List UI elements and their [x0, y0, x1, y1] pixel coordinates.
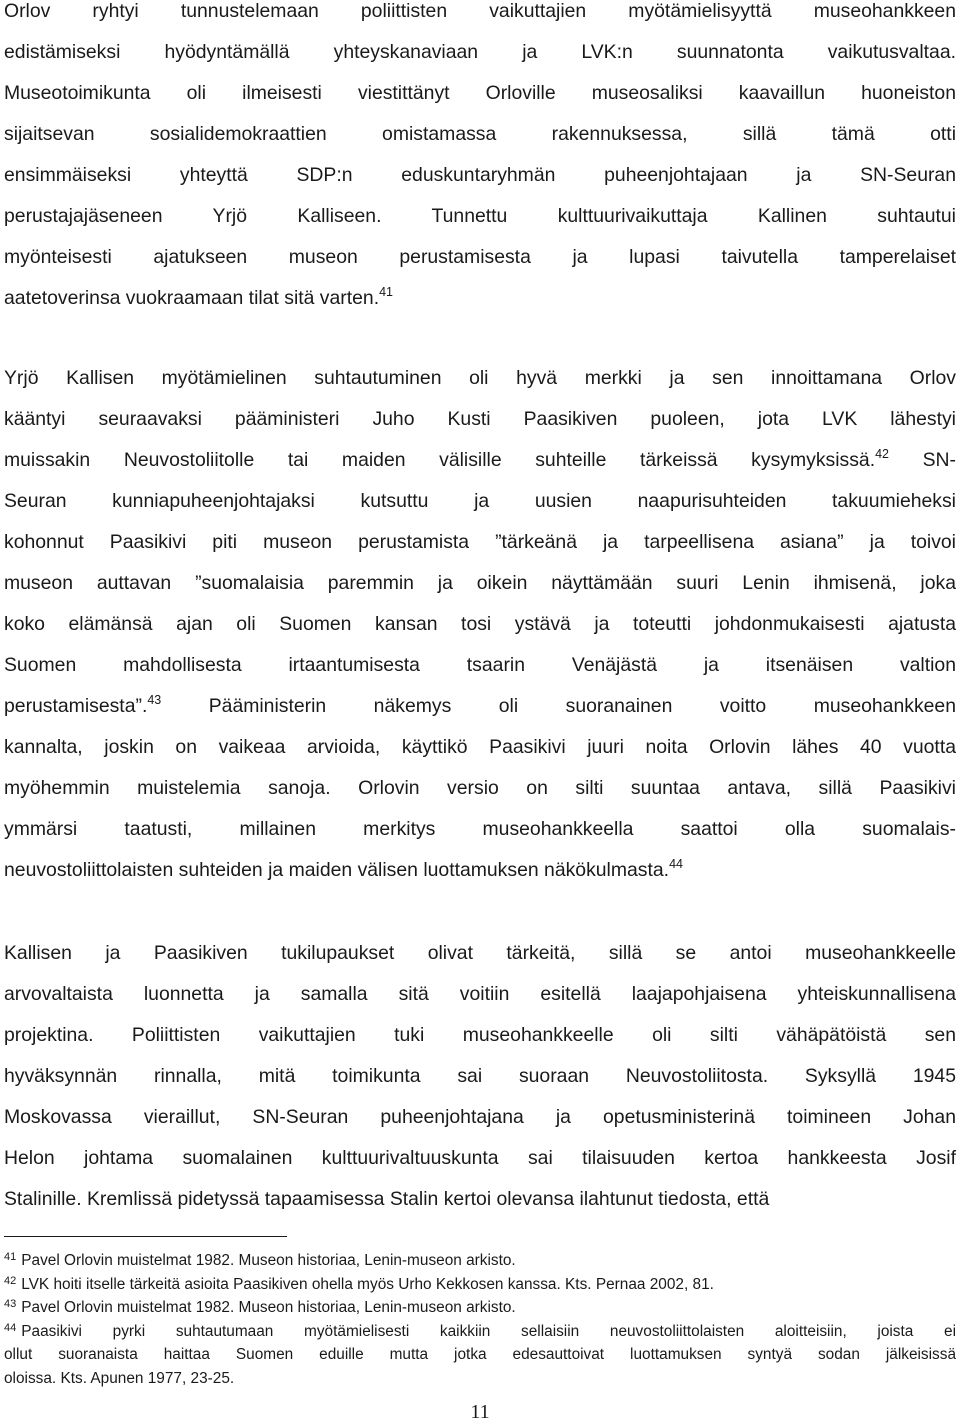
page-number: 11	[470, 1401, 490, 1423]
line-text: Moskovassa vieraillut, SN-Seuran puheenjohtajana ja opetusministerinä toimineen Johan	[4, 1106, 956, 1128]
text-line	[4, 727, 956, 768]
footnote-line	[4, 1249, 956, 1273]
footnote-reference: 42	[875, 447, 889, 461]
footnote-line	[4, 1296, 956, 1320]
footnote-number: 41	[4, 1251, 17, 1263]
line-text: myönteisesti ajatukseen museon perustamisesta ja lupasi taivutella tamperelaiset	[4, 246, 956, 268]
footnote-text: LVK hoiti itselle tärkeitä asioita Paasikiven ohella myös Urho Kekkosen kanssa. Kts. Pernaa 2002, 81.	[21, 1275, 714, 1293]
footnote-text: Pavel Orlovin muistelmat 1982. Museon historiaa, Lenin-museon arkisto.	[21, 1252, 516, 1269]
footnotes	[4, 1249, 956, 1390]
paragraph-2	[4, 358, 956, 891]
line-text-continued: SN-	[888, 449, 956, 471]
line-text: perustajajäseneen Yrjö Kalliseen. Tunnettu kulttuurivaikuttaja Kallinen suhtautui	[4, 205, 956, 227]
line-text: myöhemmin muistelemia sanoja. Orlovin versio on silti suuntaa antava, sillä Paasikivi	[4, 777, 956, 799]
line-text: neuvostoliittolaisten suhteiden ja maiden välisen luottamuksen näkökulmasta.	[4, 859, 670, 881]
footnote-line	[4, 1343, 956, 1367]
text-line	[4, 645, 956, 686]
text-line	[4, 1056, 956, 1097]
line-text: kannalta, joskin on vaikeaa arvioida, käyttikö Paasikivi juuri noita Orlovin lähes 40 vuotta	[4, 736, 956, 758]
line-text: aatetoverinsa vuokraamaan tilat sitä varten.	[4, 287, 380, 309]
footnote-number: 42	[4, 1274, 17, 1287]
paragraph-1	[4, 0, 956, 319]
line-text-continued: Pääministerin näkemys oli suoranainen voitto museohankkeen	[161, 695, 956, 717]
line-text: Yrjö Kallisen myötämielinen suhtautuminen oli hyvä merkki ja sen innoittamana Orlov	[4, 367, 956, 389]
footnote-reference: 43	[147, 693, 162, 707]
footnote-text: Paasikivi pyrki suhtautumaan myötämielisesti kaikkiin sellaisiin neuvostoliittolaisten aloitteisiin, joista ei	[21, 1322, 956, 1340]
text-line	[4, 0, 956, 32]
footnote-text: oloissa. Kts. Apunen 1977, 23-25.	[4, 1369, 235, 1387]
text-line	[4, 1138, 956, 1179]
footnote-reference: 44	[669, 857, 683, 871]
text-line	[4, 604, 956, 645]
line-text: Stalinille. Kremlissä pidetyssä tapaamisessa Stalin kertoi olevansa ilahtunut tiedosta, että	[4, 1188, 770, 1210]
footnote-reference: 41	[379, 285, 393, 299]
line-text: hyväksynnän rinnalla, mitä toimikunta sai suoraan Neuvostoliitosta. Syksyllä 1945	[4, 1065, 956, 1087]
text-line	[4, 278, 956, 319]
line-text: kääntyi seuraavaksi pääministeri Juho Kusti Paasikiven puoleen, jota LVK lähestyi	[4, 408, 956, 430]
text-line	[4, 768, 956, 809]
footnote-number: 43	[4, 1298, 17, 1310]
text-line	[4, 809, 956, 850]
line-text: muissakin Neuvostoliitolle tai maiden välisille suhteille tärkeissä kysymyksissä.	[4, 449, 876, 471]
text-line	[4, 1179, 956, 1220]
text-line	[4, 237, 956, 278]
text-line	[4, 974, 956, 1015]
text-line	[4, 850, 956, 891]
line-text: sijaitsevan sosialidemokraattien omistamassa rakennuksessa, sillä tämä otti	[4, 123, 956, 145]
text-line	[4, 1097, 956, 1138]
line-text: Orlov ryhtyi tunnustelemaan poliittisten vaikuttajien myötämielisyyttä museohankkeen	[4, 0, 956, 22]
line-text: perustamisesta”.	[4, 695, 148, 717]
footnote-text: ollut suoranaista haittaa Suomen eduille mutta jotka edesauttoivat luottamuksen syntyä sodan jälkeisissä	[4, 1346, 956, 1363]
footnote-line	[4, 1273, 956, 1297]
text-line	[4, 522, 956, 563]
line-text: koko elämänsä ajan oli Suomen kansan tosi ystävä ja toteutti johdonmukaisesti ajatusta	[4, 613, 956, 635]
text-line	[4, 399, 956, 440]
footnote-line	[4, 1367, 956, 1391]
text-line	[4, 481, 956, 522]
text-line	[4, 686, 956, 727]
line-text: Seuran kunniapuheenjohtajaksi kutsuttu ja uusien naapurisuhteiden takuumieheksi	[4, 490, 956, 512]
line-text: ymmärsi taatusti, millainen merkitys museohankkeella saattoi olla suomalais-	[4, 818, 956, 840]
text-line	[4, 73, 956, 114]
text-line	[4, 358, 956, 399]
footnote-number: 44	[4, 1321, 17, 1334]
line-text: Kallisen ja Paasikiven tukilupaukset olivat tärkeitä, sillä se antoi museohankkeelle	[4, 942, 956, 964]
line-text: arvovaltaista luonnetta ja samalla sitä voitiin esitellä laajapohjaisena yhteiskunnallisena	[4, 983, 956, 1005]
text-line	[4, 155, 956, 196]
text-line	[4, 1015, 956, 1056]
line-text: Museotoimikunta oli ilmeisesti viestittänyt Orloville museosaliksi kaavaillun huoneiston	[4, 82, 956, 104]
line-text: Suomen mahdollisesta irtaantumisesta tsaarin Venäjästä ja itsenäisen valtion	[4, 654, 956, 676]
line-text: Helon johtama suomalainen kulttuurivaltuuskunta sai tilaisuuden kertoa hankkeesta Josif	[4, 1147, 956, 1169]
document-page	[4, 0, 956, 1425]
footnote-text: Pavel Orlovin muistelmat 1982. Museon historiaa, Lenin-museon arkisto.	[21, 1299, 516, 1316]
line-text: projektina. Poliittisten vaikuttajien tuki museohankkeelle oli silti vähäpätöistä sen	[4, 1024, 956, 1046]
text-line	[4, 196, 956, 237]
line-text: ensimmäiseksi yhteyttä SDP:n eduskuntaryhmän puheenjohtajaan ja SN-Seuran	[4, 164, 956, 186]
text-line	[4, 32, 956, 73]
line-text: kohonnut Paasikivi piti museon perustamista ”tärkeänä ja tarpeellisena asiana” ja toivoi	[4, 531, 956, 553]
line-text: museon auttavan ”suomalaisia paremmin ja oikein näyttämään suuri Lenin ihmisenä, joka	[4, 572, 956, 594]
footnote-line	[4, 1320, 956, 1344]
footnote-separator	[4, 1236, 287, 1237]
text-line	[4, 563, 956, 604]
paragraph-3	[4, 933, 956, 1220]
text-line	[4, 114, 956, 155]
line-text: edistämiseksi hyödyntämällä yhteyskanaviaan ja LVK:n suunnatonta vaikutusvaltaa.	[4, 41, 956, 63]
text-line	[4, 440, 956, 481]
text-line	[4, 933, 956, 974]
